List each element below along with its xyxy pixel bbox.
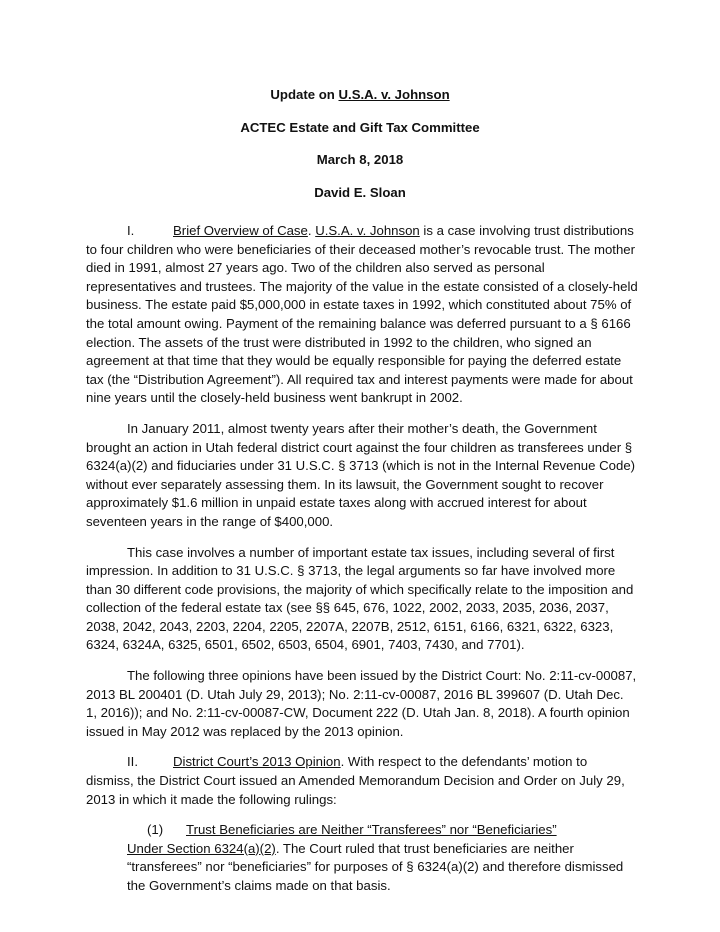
title-case-name: U.S.A. v. Johnson bbox=[338, 87, 450, 102]
item-text: . The Court ruled that trust beneficiaries are neither “transferees” nor “beneficiaries” for purposes of § 6324(a)(2) and therefore dismissed the Government’s claims made on that basis. bbox=[127, 840, 624, 893]
section-number: I. bbox=[127, 223, 135, 238]
section-1-paragraph bbox=[86, 222, 638, 408]
ruling-item-1 bbox=[127, 821, 638, 895]
author-name: David E. Sloan bbox=[314, 185, 406, 200]
item-heading-line-1: Trust Beneficiaries are Neither “Transferees” nor “Beneficiaries” bbox=[186, 822, 557, 838]
paragraph-3: This case involves a number of important estate tax issues, including several of first impression. In addition to 31 U.S.C. § 3713, the legal arguments so far have involved more than 30 different code provisions, the majority of which specifically relate to the imposition and collection of the federal estate tax (see §§ 645, 676, 1022, 2002, 2033, 2035, 2036, 2037, 2038, 2042, 2043, 2203, 2204, 2205, 2207A, 2207B, 2512, 6151, 6166, 6321, 6322, 6323, 6324, 6324A, 6325, 6501, 6502, 6503, 6504, 6901, 7403, 7430, and 7701). bbox=[86, 544, 634, 653]
section-2-paragraph bbox=[86, 753, 638, 809]
committee-name: ACTEC Estate and Gift Tax Committee bbox=[240, 120, 480, 135]
document-title bbox=[0, 86, 720, 105]
title-prefix: Update on bbox=[270, 87, 339, 102]
paragraph-4: The following three opinions have been issued by the District Court: No. 2:11-cv-00087, 2013 BL 200401 (D. Utah July 29, 2013); No. 2:11-cv-00087, 2016 BL 399607 (D. Utah Dec. 1, 2016)); and No. 2:11-cv-00087-CW, Document 222 (D. Utah Jan. 8, 2018). A fourth opinion issued in May 2012 was replaced by the 2013 opinion. bbox=[86, 668, 637, 739]
case-name: U.S.A. v. Johnson bbox=[315, 223, 420, 238]
document-date: March 8, 2018 bbox=[316, 152, 404, 167]
section-heading: District Court’s 2013 Opinion bbox=[173, 754, 341, 770]
section-heading: Brief Overview of Case bbox=[173, 223, 308, 238]
paragraph-text: is a case involving trust distributions to four children who were beneficiaries of their deceased mother’s revocable trust. The mother died in 1991, almost 27 years ago. Two of the children also served as personal representatives and trustees. The majority of the value in the estate consisted of a closely-held business. The estate paid $5,000,000 in estate taxes in 1992, which constituted about 75% of the total amount owing. Payment of the remaining balance was deferred pursuant to a § 6166 election. The assets of the trust were distributed in 1992 to the children, who signed an agreement at that time that they would be equally responsible for paying the deferred estate tax (the “Distribution Agreement”). All required tax and interest payments were made for about nine years until the closely-held business went bankrupt in 2002. bbox=[86, 223, 638, 406]
paragraph-2: In January 2011, almost twenty years after their mother’s death, the Government brought an action in Utah federal district court against the four children as transferees under § 6324(a)(2) and fiduciaries under 31 U.S.C. § 3713 (which is not in the Internal Revenue Code) without ever separately assessing them. In its lawsuit, the Government sought to recover approximately $1.6 million in unpaid estate taxes along with accrued interest for about seventeen years in the range of $400,000. bbox=[86, 420, 636, 529]
section-number: II. bbox=[127, 754, 138, 770]
heading-period: . bbox=[307, 223, 316, 238]
item-heading-line-2: Under Section 6324(a)(2) bbox=[127, 840, 276, 856]
paragraph-text: . With respect to the defendants’ motion to dismiss, the District Court issued an Amended Memorandum Decision and Order on July 29, 2013 in which it made the following rulings: bbox=[86, 754, 625, 807]
document-body bbox=[86, 222, 638, 908]
item-label: (1) bbox=[147, 822, 164, 838]
